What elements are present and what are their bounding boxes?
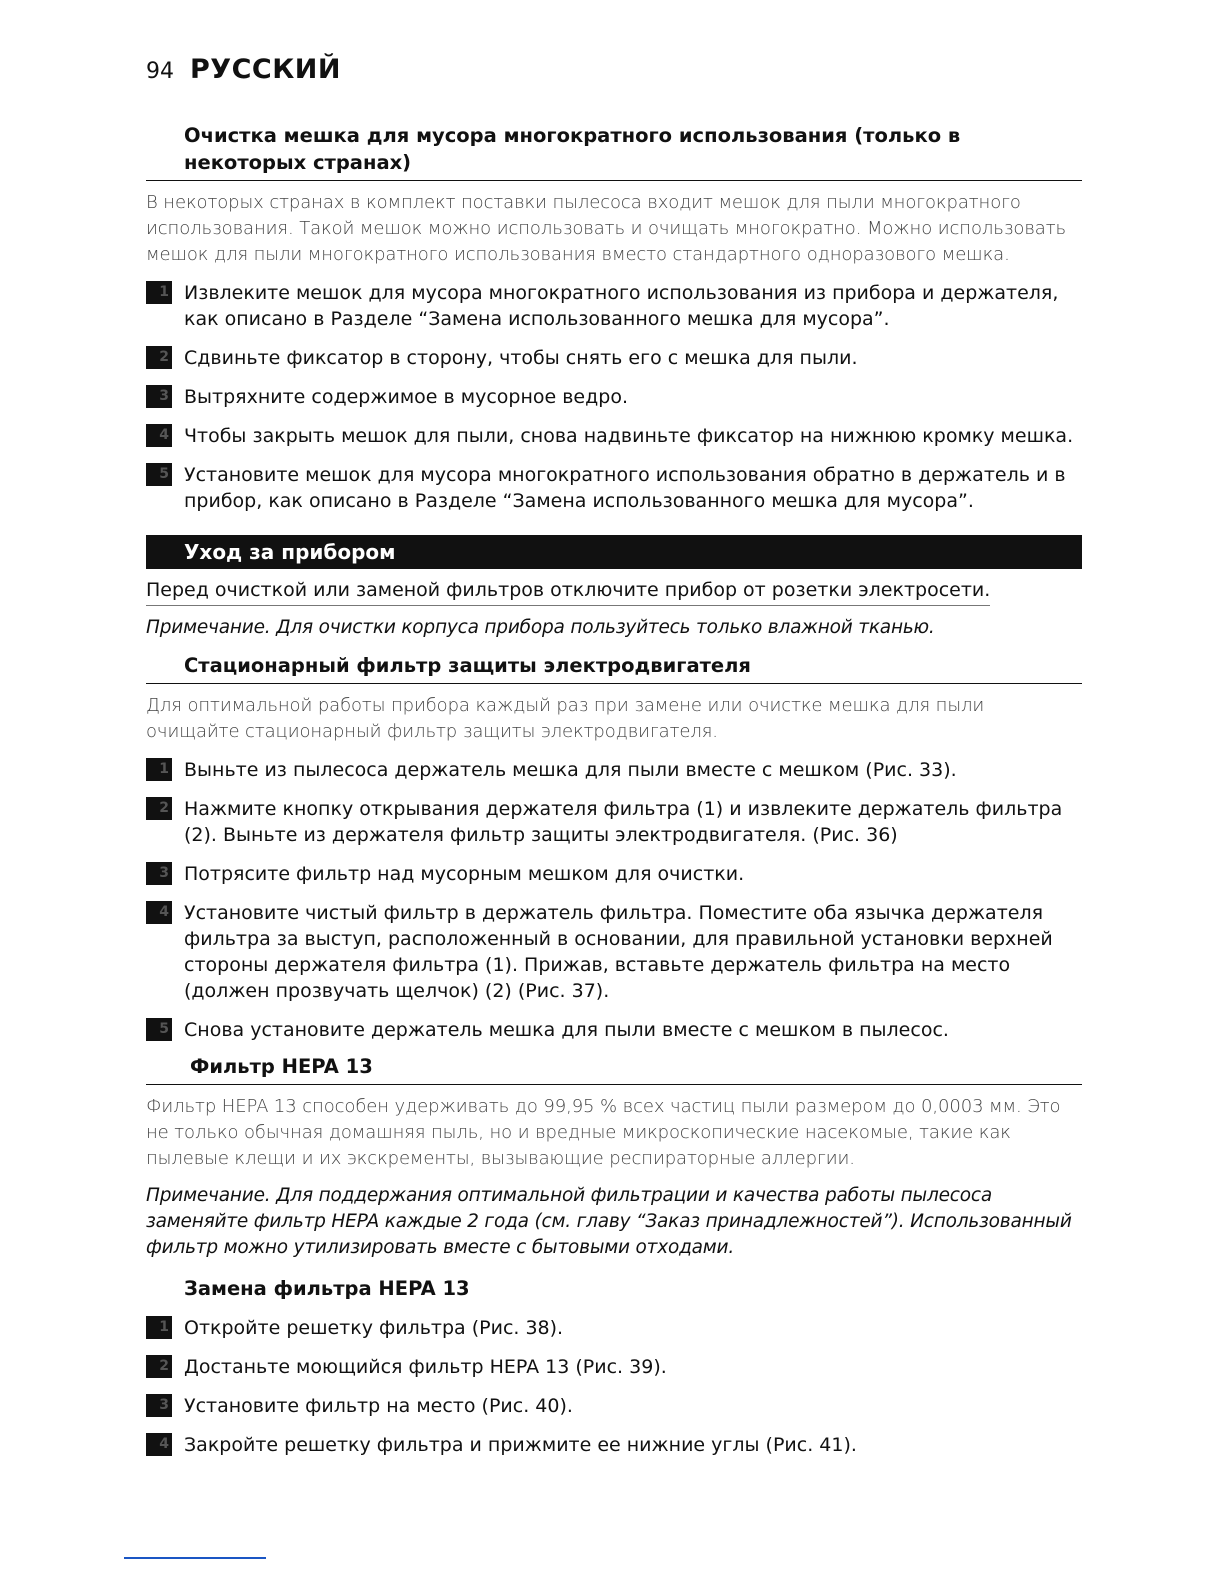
step-item: [146, 280, 1082, 332]
step-text: Откройте решетку фильтра (Рис. 38).: [184, 1317, 564, 1339]
step-number-badge: 1: [146, 281, 172, 304]
heading-reusable-bag: Очистка мешка для мусора многократного использования (только в некоторых странах): [146, 122, 1082, 181]
step-item: [146, 1354, 1082, 1380]
step-text: Выньте из пылесоса держатель мешка для пыли вместе с мешком (Рис. 33).: [184, 759, 957, 781]
section-bar-care: Уход за прибором: [146, 535, 1082, 569]
step-item: [146, 796, 1082, 848]
step-item: [146, 757, 1082, 783]
step-item: [146, 1315, 1082, 1341]
intro-reusable-bag: В некоторых странах в комплект поставки пылесоса входит мешок для пыли многократного использования. Такой мешок можно использовать и очищать многократно. Можно использовать мешок для пыли многократного использования вместо стандартного одноразового мешка.: [146, 192, 1066, 265]
step-item: [146, 1432, 1082, 1458]
step-item: [146, 900, 1082, 1004]
step-number-badge: 5: [146, 463, 172, 486]
heading-hepa-replace: Замена фильтра HEPA 13: [184, 1277, 470, 1300]
intro-hepa-filter: Фильтр HEPA 13 способен удерживать до 99,95 % всех частиц пыли размером до 0,0003 мм. Это не только обычная домашняя пыль, но и вредные микроскопические насекомые, такие как пылевые клещи и их экскременты, вызывающие респираторные аллергии.: [146, 1096, 1061, 1169]
step-number-badge: 4: [146, 1433, 172, 1456]
step-item: [146, 1393, 1082, 1419]
warning-text: Перед очисткой или заменой фильтров отключите прибор от розетки электросети.: [146, 577, 990, 606]
step-number-badge: 4: [146, 424, 172, 447]
step-number-badge: 2: [146, 346, 172, 369]
step-text: Снова установите держатель мешка для пыли вместе с мешком в пылесос.: [184, 1019, 949, 1041]
step-number-badge: 5: [146, 1018, 172, 1041]
page-number: 94: [146, 59, 174, 84]
page-content: [146, 122, 1082, 1458]
step-text: Закройте решетку фильтра и прижмите ее нижние углы (Рис. 41).: [184, 1434, 857, 1456]
step-item: [146, 861, 1082, 887]
step-text: Сдвиньте фиксатор в сторону, чтобы снять его с мешка для пыли.: [184, 347, 858, 369]
step-item: [146, 345, 1082, 371]
step-text: Установите чистый фильтр в держатель фильтра. Поместите оба язычка держателя фильтра за выступ, расположенный в основании, для правильной установки верхней стороны держателя фильтра (1). Прижав, вставьте держатель фильтра на место (должен прозвучать щелчок) (2) (Рис. 37).: [184, 902, 1053, 1002]
note-hepa: Примечание. Для поддержания оптимальной фильтрации и качества работы пылесоса заменяйте фильтр HEPA каждые 2 года (см. главу “Заказ принадлежностей”). Использованный фильтр можно утилизировать вместе с бытовыми отходами.: [146, 1185, 1072, 1258]
step-item: [146, 423, 1082, 449]
step-number-badge: 2: [146, 797, 172, 820]
step-text: Нажмите кнопку открывания держателя фильтра (1) и извлеките держатель фильтра (2). Выньте из держателя фильтр защиты электродвигателя. (Рис. 36): [184, 798, 1063, 846]
steps-reusable-bag: [146, 280, 1082, 514]
step-item: [146, 384, 1082, 410]
heading-hepa-filter: Фильтр HEPA 13: [146, 1053, 1082, 1085]
page-header: [146, 54, 341, 85]
step-number-badge: 3: [146, 862, 172, 885]
step-number-badge: 1: [146, 758, 172, 781]
footer-rule: [124, 1557, 266, 1559]
note-care: Примечание. Для очистки корпуса прибора пользуйтесь только влажной тканью.: [146, 617, 935, 638]
step-text: Установите фильтр на место (Рис. 40).: [184, 1395, 573, 1417]
step-text: Потрясите фильтр над мусорным мешком для очистки.: [184, 863, 745, 885]
steps-hepa-replace: [146, 1315, 1082, 1458]
step-number-badge: 4: [146, 901, 172, 924]
step-item: [146, 462, 1082, 514]
language-title: РУССКИЙ: [190, 54, 341, 85]
step-text: Достаньте моющийся фильтр HEPA 13 (Рис. 39).: [184, 1356, 667, 1378]
step-number-badge: 3: [146, 385, 172, 408]
step-number-badge: 2: [146, 1355, 172, 1378]
step-number-badge: 1: [146, 1316, 172, 1339]
step-item: [146, 1017, 1082, 1043]
step-text: Чтобы закрыть мешок для пыли, снова надвиньте фиксатор на нижнюю кромку мешка.: [184, 425, 1074, 447]
step-text: Установите мешок для мусора многократного использования обратно в держатель и в прибор, как описано в Разделе “Замена использованного мешка для мусора”.: [184, 464, 1066, 512]
warning-wrapper: [146, 577, 1082, 606]
intro-motor-filter: Для оптимальной работы прибора каждый раз при замене или очистке мешка для пыли очищайте стационарный фильтр защиты электродвигателя.: [146, 695, 985, 742]
step-text: Вытряхните содержимое в мусорное ведро.: [184, 386, 628, 408]
heading-motor-filter: Стационарный фильтр защиты электродвигателя: [146, 652, 1082, 684]
step-number-badge: 3: [146, 1394, 172, 1417]
steps-motor-filter: [146, 757, 1082, 1043]
step-text: Извлеките мешок для мусора многократного использования из прибора и держателя, как описано в Разделе “Замена использованного мешка для мусора”.: [184, 282, 1059, 330]
